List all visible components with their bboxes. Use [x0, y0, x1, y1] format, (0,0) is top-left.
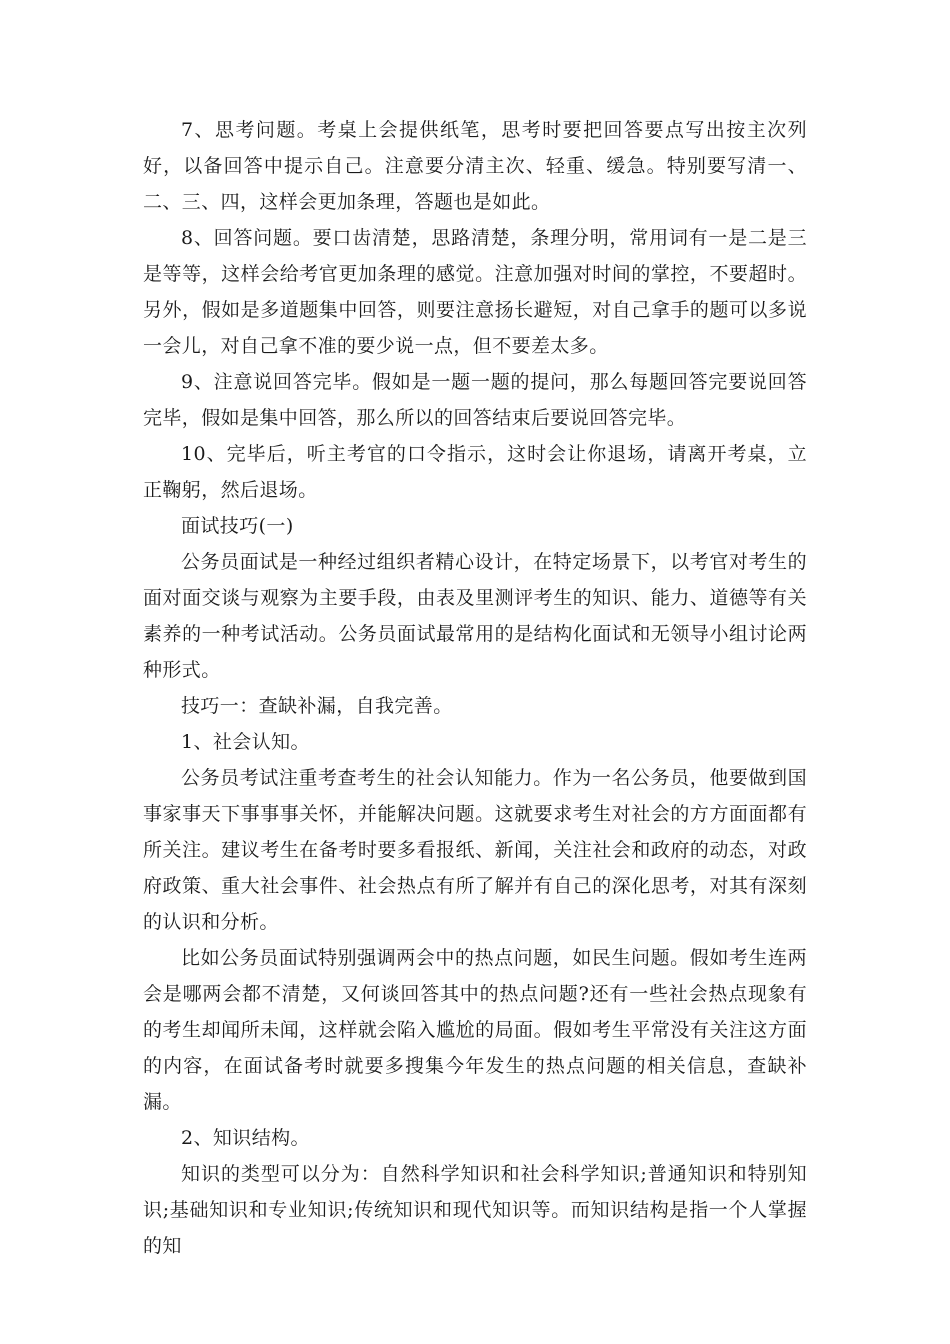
paragraph-item-7-think: 7、思考问题。考桌上会提供纸笔，思考时要把回答要点写出按主次列好，以备回答中提示自己。注意要分清主次、轻重、缓急。特别要写清一、二、三、四，这样会更加条理，答题也是如此。 — [143, 119, 807, 213]
paragraph-social-cognition: 公务员考试注重考查考生的社会认知能力。作为一名公务员，他要做到国事家事天下事事事关怀，并能解决问题。这就要求考生对社会的方方面面都有所关注。建议考生在备考时要多看报纸、新闻，关注社会和政府的动态，对政府政策、重大社会事件、社会热点有所了解并有自己的深化思考，对其有深刻的认识和分析。 — [143, 767, 807, 933]
subheading-knowledge-structure: 2、知识结构。 — [181, 1127, 310, 1149]
paragraph-item-10-exit: 10、完毕后，听主考官的口令指示，这时会让你退场，请离开考桌，立正鞠躬，然后退场。 — [143, 443, 807, 501]
paragraph-knowledge-types: 知识的类型可以分为：自然科学知识和社会科学知识;普通知识和特别知识;基础知识和专业知识;传统知识和现代知识等。而知识结构是指一个人掌握的知 — [143, 1163, 807, 1257]
paragraph-item-9-finish-statement: 9、注意说回答完毕。假如是一题一题的提问，那么每题回答完要说回答完毕，假如是集中回答，那么所以的回答结束后要说回答完毕。 — [143, 371, 807, 429]
paragraph-hot-topics-example: 比如公务员面试特别强调两会中的热点问题，如民生问题。假如考生连两会是哪两会都不清楚，又何谈回答其中的热点问题?还有一些社会热点现象有的考生却闻所未闻，这样就会陷入尴尬的局面。假如考生平常没有关注这方面的内容，在面试备考时就要多搜集今年发生的热点问题的相关信息，查缺补漏。 — [143, 947, 807, 1113]
paragraph-item-8-answer: 8、回答问题。要口齿清楚，思路清楚，条理分明，常用词有一是二是三是等等，这样会给考官更加条理的感觉。注意加强对时间的掌控，不要超时。另外，假如是多道题集中回答，则要注意扬长避短，对自己拿手的题可以多说一会儿，对自己拿不准的要少说一点，但不要差太多。 — [143, 227, 807, 357]
paragraph-interview-intro: 公务员面试是一种经过组织者精心设计，在特定场景下，以考官对考生的面对面交谈与观察为主要手段，由表及里测评考生的知识、能力、道德等有关素养的一种考试活动。公务员面试最常用的是结构化面试和无领导小组讨论两种形式。 — [143, 551, 807, 681]
section-heading-interview-tips: 面试技巧(一) — [181, 515, 294, 537]
document-body — [143, 112, 807, 1264]
subheading-tip-one: 技巧一：查缺补漏，自我完善。 — [181, 695, 453, 717]
subheading-social-cognition: 1、社会认知。 — [181, 731, 310, 753]
